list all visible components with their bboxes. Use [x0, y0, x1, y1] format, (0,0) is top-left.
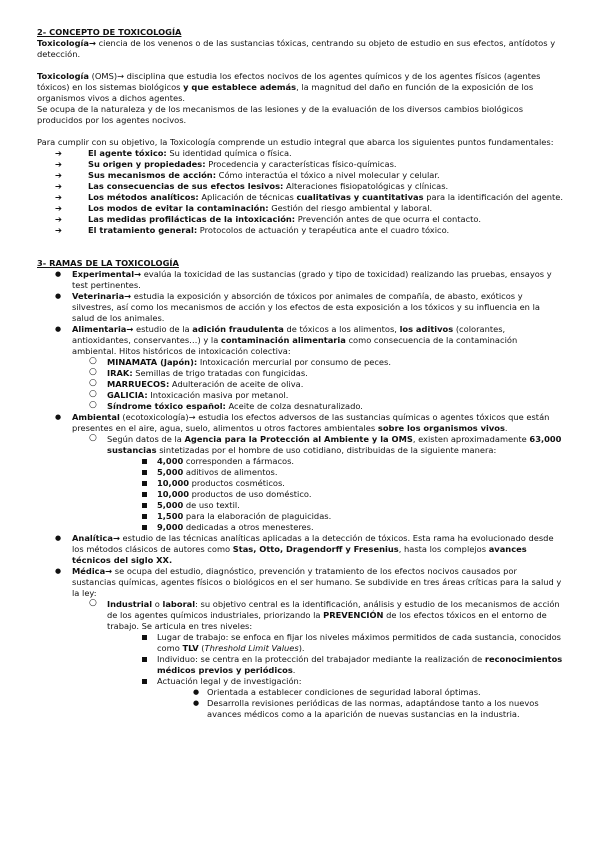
branch-ambiental: ● Ambiental (ecotoxicología)→ estudia los efectos adversos de las sustancias químicas o agentes tóxicos que están presentes en el aire, agua, suelo, alimentos u otros factores ambientales sobre los organismos vivos. ○ Según datos de la Agencia para la Protección al Ambiente y la OMS, existen aproximadamente 63,000 sustancias sintetizadas por el hombre de uso cotidiano, distribuidas de la siguiente manera: 4,000 corresponden a fármacos. 5,000 aditivos de alimentos. 10,000 productos cosméticos. 10,000 productos de uso doméstico. 5,000 de uso textil. 1,500 para la elaboración de plaguicidas. 9,000 dedicadas a otros menesteres. [55, 412, 562, 532]
square-bullet-icon [142, 503, 147, 508]
ambiental-sublist [88, 434, 563, 533]
branch-medica: ● Médica→ se ocupa del estudio, diagnóstico, prevención y tratamiento de los efectos nocivos causados por sustancias químicas, agentes físicos o biológicos en el ser humano. Se subdivide en tres áreas críticas para la salud y la ley: ○ Industrial o laboral: su objetivo central es la identificación, análisis y estudio de los mecanismos de acción de los agentes químicos industriales, priorizando la PREVENCIÓN de los efectos tóxicos en el entorno de trabajo. Se articula en tres niveles: Lugar de trabajo: se enfoca en fijar los niveles máximos permitidos de cada sustancia, conocidos como TLV (Threshold Limit Values). Individuo: se centra en la protección del trabajador mediante la realización de reconocimientos médicos previos y periódicos. Actuación legal y de investigación: ● Orientada a establecer condiciones de seguridad laboral óptimas. ● Desarrolla revisiones periódicas de las normas, adaptándose tanto a los nuevos avances médicos como a la aparición de nuevas sustancias en la industria. [55, 566, 563, 719]
arrow-right-icon: ➔ [55, 159, 62, 169]
arrow-right-icon: ➔ [55, 192, 62, 202]
branch-experimental: ● Experimental→ evalúa la toxicidad de las sustancias (grado y tipo de toxicidad) realizando las pruebas, ensayos y test pertinentes. [55, 269, 552, 290]
arrow-right-icon: ➔ [55, 225, 62, 235]
circle-bullet-icon: ○ [89, 389, 97, 399]
list-item: ○ Síndrome tóxico español: Aceite de colza desnaturalizado. [89, 400, 363, 411]
list-item: Individuo: se centra en la protección del trabajador mediante la realización de reconocimientos médicos previos y periódicos. [141, 654, 563, 676]
circle-bullet-icon: ○ [89, 367, 97, 377]
branch-alimentaria: ● Alimentaria→ estudio de la adición fraudulenta de tóxicos a los alimentos, los aditivos (colorantes, antioxidantes, conservantes…) y la contaminación alimentaria como consecuencia de la contaminación ambiental. Hitos históricos de intoxicación colectiva: ○ MINAMATA (Japón): Intoxicación mercurial por consumo de peces. ○ IRAK: Semillas de trigo tratadas con fungicidas. ○ MARRUECOS: Adulteración de aceite de oliva. ○ GALICIA: Intoxicación masiva por metanol. ○ Síndrome tóxico español: Aceite de colza desnaturalizado. [37, 324, 563, 412]
list-item: ○ MARRUECOS: Adulteración de aceite de oliva. [89, 378, 304, 389]
term: Toxicología→ [37, 38, 96, 48]
square-bullet-icon [142, 481, 147, 486]
square-bullet-icon [142, 635, 147, 640]
square-bullet-icon [142, 514, 147, 519]
section-3-heading: 3- RAMAS DE LA TOXICOLOGÍA [37, 258, 179, 268]
list-item: ● Desarrolla revisiones periódicas de las normas, adaptándose tanto a los nuevos avances médicos como a la aparición de nuevas sustancias en la industria. [193, 698, 539, 719]
list-item: 4,000 corresponden a fármacos. [141, 456, 563, 467]
square-bullet-icon [142, 492, 147, 497]
definition-1: Toxicología→ ciencia de los venenos o de las sustancias tóxicas, centrando su objeto de estudio en sus efectos, antídotos y detección. [37, 38, 556, 59]
list-item: 9,000 dedicadas a otros menesteres. [141, 522, 563, 533]
square-bullet-icon [142, 470, 147, 475]
list-item: 10,000 productos cosméticos. [141, 478, 563, 489]
list-item: ○ IRAK: Semillas de trigo tratadas con fungicidas. [89, 367, 308, 378]
list-item: ● Orientada a establecer condiciones de seguridad laboral óptimas. [193, 687, 481, 697]
square-bullet-icon [142, 525, 147, 530]
bullet-icon: ● [55, 534, 62, 542]
bullet-icon: ● [193, 699, 200, 707]
fundamental-points-list [37, 148, 563, 236]
bullet-icon: ● [193, 688, 200, 696]
bullet-icon: ● [55, 292, 62, 300]
list-item: ➔ Sus mecanismos de acción: Cómo interactúa el tóxico a nivel molecular y celular. [55, 170, 440, 180]
arrow-right-icon: ➔ [55, 203, 62, 213]
list-item: ➔ Los métodos analíticos: Aplicación de técnicas cualitativas y cuantitativas para la identificación del agente. [55, 192, 563, 202]
branches-list [37, 269, 563, 720]
points-intro: Para cumplir con su objetivo, la Toxicología comprende un estudio integral que abarca los siguientes puntos fundamentales: [37, 137, 554, 147]
list-item: 5,000 aditivos de alimentos. [141, 467, 563, 478]
arrow-right-icon: ➔ [55, 181, 62, 191]
substance-distribution-list [141, 456, 563, 533]
list-item: 5,000 de uso textil. [141, 500, 563, 511]
list-item: ➔ Los modos de evitar la contaminación: Gestión del riesgo ambiental y laboral. [55, 203, 433, 213]
document-page [37, 27, 563, 720]
arrow-right-icon: ➔ [55, 148, 62, 158]
list-item: ➔ Las medidas profilácticas de la intoxicación: Prevención antes de que ocurra el contacto. [55, 214, 481, 224]
medica-sublist [88, 599, 563, 720]
levels-list [141, 632, 563, 720]
list-item: ○ Según datos de la Agencia para la Protección al Ambiente y la OMS, existen aproximadamente 63,000 sustancias sintetizadas por el hombre de uso cotidiano, distribuidas de la siguiente manera: 4,000 corresponden a fármacos. 5,000 aditivos de alimentos. 10,000 productos cosméticos. 10,000 productos de uso doméstico. 5,000 de uso textil. 1,500 para la elaboración de plaguicidas. 9,000 dedicadas a otros menesteres. [89, 433, 562, 532]
circle-bullet-icon: ○ [89, 433, 97, 443]
circle-bullet-icon: ○ [89, 356, 97, 366]
circle-bullet-icon: ○ [89, 378, 97, 388]
branch-veterinaria: ● Veterinaria→ estudia la exposición y absorción de tóxicos por animales de compañía, de abasto, exóticos y silvestres, así como los mecanismos de acción y los efectos de esta exposición a los tóxicos y su influencia en la salud de los animales. [55, 291, 540, 323]
bullet-icon: ● [55, 270, 62, 278]
list-item: ○ Industrial o laboral: su objetivo central es la identificación, análisis y estudio de los mecanismos de acción de los agentes químicos industriales, priorizando la PREVENCIÓN de los efectos tóxicos en el entorno de trabajo. Se articula en tres niveles: Lugar de trabajo: se enfoca en fijar los niveles máximos permitidos de cada sustancia, conocidos como TLV (Threshold Limit Values). Individuo: se centra en la protección del trabajador mediante la realización de reconocimientos médicos previos y periódicos. Actuación legal y de investigación: ● Orientada a establecer condiciones de seguridad laboral óptimas. ● Desarrolla revisiones periódicas de las normas, adaptándose tanto a los nuevos avances médicos como a la aparición de nuevas sustancias en la industria. [89, 598, 563, 719]
square-bullet-icon [142, 657, 147, 662]
list-item: ➔ El agente tóxico: Su identidad química o física. [55, 148, 292, 158]
square-bullet-icon [142, 679, 147, 684]
bullet-icon: ● [55, 325, 62, 333]
list-item: Actuación legal y de investigación: ● Orientada a establecer condiciones de seguridad laboral óptimas. ● Desarrolla revisiones periódicas de las normas, adaptándose tanto a los nuevos avances médicos como a la aparición de nuevas sustancias en la industria. [141, 676, 563, 720]
list-item: ➔ Su origen y propiedades: Procedencia y características físico-químicas. [55, 159, 397, 169]
list-item: ➔ Las consecuencias de sus efectos lesivos: Alteraciones fisiopatológicas y clínicas. [55, 181, 449, 191]
branch-analitica: ● Analítica→ estudio de las técnicas analíticas aplicadas a la detección de tóxicos. Esta rama ha evolucionado desde los métodos clásicos de autores como Stas, Otto, Dragendorff y Fresenius, hasta los complejos avances técnicos del siglo XX. [55, 533, 554, 565]
definition-2: Toxicología (OMS)→ disciplina que estudia los efectos nocivos de los agentes químicos y de los agentes físicos (agentes tóxicos) en los sistemas biológicos y que establece además, la magnitud del daño en función de la exposición de los organismos vivos a dichos agentes. [37, 71, 541, 103]
arrow-right-icon: ➔ [55, 214, 62, 224]
list-item: Lugar de trabajo: se enfoca en fijar los niveles máximos permitidos de cada sustancia, conocidos como TLV (Threshold Limit Values). [141, 632, 563, 654]
list-item: 10,000 productos de uso doméstico. [141, 489, 563, 500]
section-2-heading: 2- CONCEPTO DE TOXICOLOGÍA [37, 27, 182, 37]
circle-bullet-icon: ○ [89, 598, 97, 608]
bullet-icon: ● [55, 567, 62, 575]
list-item: ○ GALICIA: Intoxicación masiva por metanol. [89, 389, 289, 400]
historic-events-list [88, 357, 563, 412]
bullet-icon: ● [55, 413, 62, 421]
legal-actions-list [191, 687, 563, 720]
term: Toxicología [37, 71, 89, 81]
definition-2-extra: Se ocupa de la naturaleza y de los mecanismos de las lesiones y de la evaluación de los diversos cambios biológicos producidos por los agentes nocivos. [37, 104, 524, 125]
square-bullet-icon [142, 459, 147, 464]
arrow-right-icon: ➔ [55, 170, 62, 180]
list-item: 1,500 para la elaboración de plaguicidas. [141, 511, 563, 522]
list-item: ➔ El tratamiento general: Protocolos de actuación y terapéutica ante el cuadro tóxico. [55, 225, 450, 235]
list-item: ○ MINAMATA (Japón): Intoxicación mercurial por consumo de peces. [89, 356, 391, 367]
circle-bullet-icon: ○ [89, 400, 97, 410]
